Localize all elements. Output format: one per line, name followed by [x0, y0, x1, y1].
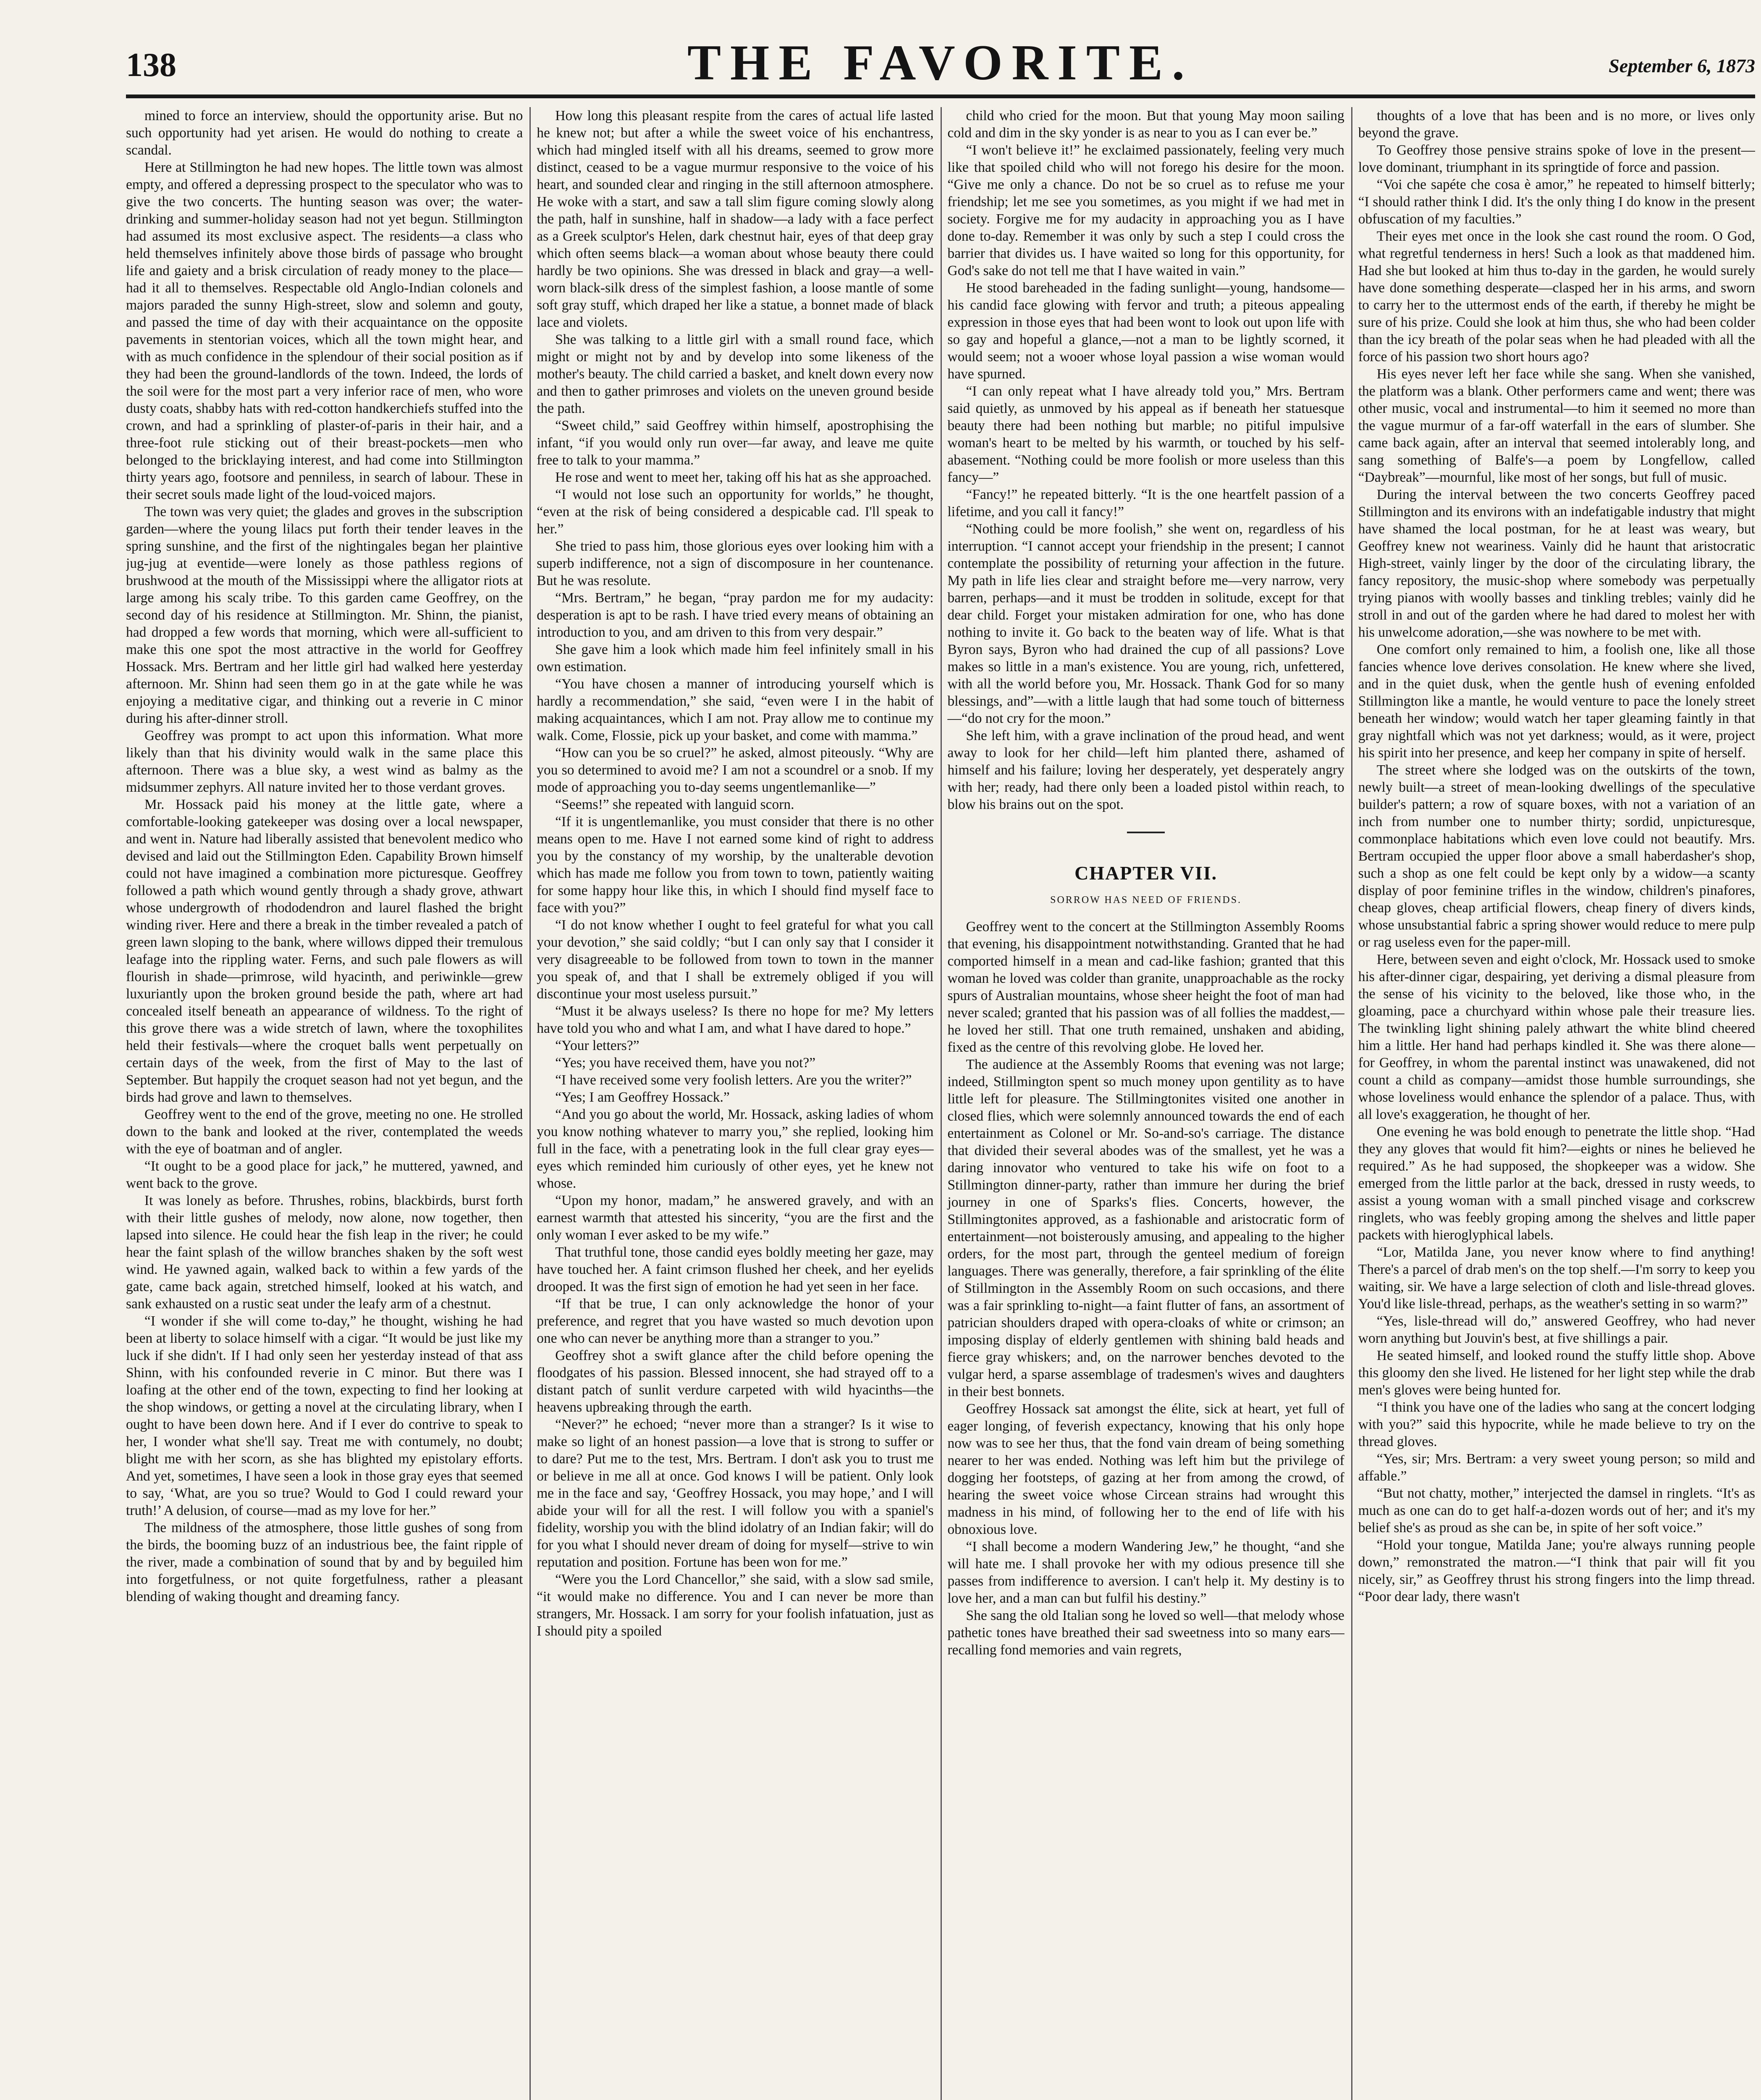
paragraph: child who cried for the moon. But that young May moon sailing cold and dim in the sky yonder is as near to you as I can ever be.”	[947, 108, 1344, 141]
paragraph: “And you go about the world, Mr. Hossack, asking ladies of whom you know nothing whatever to marry you,” she replied, looking him full in the face, with a penetrating look in the full clear gray eyes—eyes which reminded him curiously of other eyes, yet he knew not whose.	[537, 1107, 934, 1191]
article-columns	[126, 107, 1755, 2100]
paragraph: “Lor, Matilda Jane, you never know where to find anything! There's a parcel of drab men's on the top shelf.—I'm sorry to keep you waiting, sir. We have a large selection of cloth and lisle-thread gloves. You'd like lisle-thread, perhaps, as the weather's setting in so warm?”	[1358, 1244, 1755, 1312]
paragraph: Geoffrey went to the end of the grove, meeting no one. He strolled down to the bank and looked at the river, contemplated the weeds with the eye of boatman and of angler.	[126, 1107, 523, 1157]
paragraph: It was lonely as before. Thrushes, robins, blackbirds, burst forth with their little gushes of melody, now alone, now together, then lapsed into silence. He could hear the fish leap in the river; he could hear the faint splash of the willow branches shaken by the soft west wind. He yawned again, walked back to within a few yards of the gate, came back again, stretched himself, looked at his watch, and sank exhausted on a rustic seat under the leafy arm of a chestnut.	[126, 1193, 523, 1312]
paragraph: She sang the old Italian song he loved so well—that melody whose pathetic tones have breathed their sad sweetness into so many ears—recalling fond memories and vain regrets,	[947, 1608, 1344, 1658]
paragraph: She tried to pass him, those glorious eyes over looking him with a superb indifference, not a sign of discomposure in her countenance. But he was resolute.	[537, 538, 934, 588]
paragraph: “Fancy!” he repeated bitterly. “It is the one heartfelt passion of a lifetime, and you call it fancy!”	[947, 487, 1344, 520]
paragraph: “Nothing could be more foolish,” she went on, regardless of his interruption. “I cannot accept your friendship in the present; I cannot contemplate the possibility of returning your affection in the future. My path in life lies clear and straight before me—very narrow, very barren, perhaps—and it must be trodden in solitude, except for that dear child. Forget your mistaken admiration for one, who has done nothing to invite it. Go back to the beaten way of life. What is that Byron says, Byron who had drained the cup of all passions? Love makes so little in a man's existence. You are young, rich, unfettered, with all the world before you, Mr. Hossack. Thank God for so many blessings, and”—with a little laugh that had some touch of bitterness—“do not cry for the moon.”	[947, 521, 1344, 726]
paragraph: mined to force an interview, should the opportunity arise. But no such opportunity had yet arisen. He would do nothing to create a scandal.	[126, 108, 523, 158]
paragraph: “Sweet child,” said Geoffrey within himself, apostrophising the infant, “if you would only run over—far away, and leave me quite free to talk to your mamma.”	[537, 418, 934, 468]
paragraph: “You have chosen a manner of introducing yourself which is hardly a recommendation,” she said, “even were I in the habit of making acquaintances, which I am not. Pray allow me to continue my walk. Come, Flossie, pick up your basket, and come with mamma.”	[537, 676, 934, 743]
column-1	[126, 107, 523, 2100]
paragraph: “Mrs. Bertram,” he began, “pray pardon me for my audacity: desperation is apt to be rash. I have tried every means of obtaining an introduction to you, and am driven to this from very despair.”	[537, 590, 934, 640]
paragraph: “How can you be so cruel?” he asked, almost piteously. “Why are you so determined to avoid me? I am not a scoundrel or a snob. If my mode of approaching you to-day seems ungentlemanlike—”	[537, 745, 934, 795]
paragraph: How long this pleasant respite from the cares of actual life lasted he knew not; but after a while the sweet voice of his enchantress, which had mingled itself with all his dreams, seemed to grow more distinct, ceased to be a vague murmur responsive to the voice of his heart, and sounded clear and ringing in the still afternoon atmosphere. He woke with a start, and saw a tall slim figure coming slowly along the path, half in sunshine, half in shadow—a lady with a face perfect as a Greek sculptor's Helen, dark chestnut hair, eyes of that deep gray which often seems black—a woman about whose beauty there could hardly be two opinions. She was dressed in black and gray—a well-worn black-silk dress of the simplest fashion, a loose mantle of some soft gray stuff, which draped her like a statue, a bonnet made of black lace and violets.	[537, 108, 934, 330]
paragraph: “Yes, sir; Mrs. Bertram: a very sweet young person; so mild and affable.”	[1358, 1451, 1755, 1484]
chapter-title: CHAPTER VII.	[1074, 862, 1218, 884]
chapter-subtitle: SORROW HAS NEED OF FRIENDS.	[1050, 895, 1242, 906]
paragraph: “Your letters?”	[555, 1038, 639, 1053]
paragraph: “But not chatty, mother,” interjected the damsel in ringlets. “It's as much as one can do to get half-a-dozen words out of her; and it's my belief she's as proud as she can be, in spite of her soft voice.”	[1358, 1486, 1755, 1536]
paragraph: She left him, with a grave inclination of the proud head, and went away to look for her child—left him planted there, ashamed of himself and his failure; loving her desperately, yet desperately angry with her; ready, had there only been a loaded pistol within reach, to blow his brains out on the spot.	[947, 728, 1344, 812]
paragraph: His eyes never left her face while she sang. When she vanished, the platform was a blank. Other performers came and went; there was other music, vocal and instrumental—to him it seemed no more than the vague murmur of a far-off waterfall in the ears of slumber. She came back again, after an interval that seemed intolerably long, and sang something of Balfe's—a poem by Longfellow, called “Daybreak”—mournful, like most of her songs, but full of music.	[1358, 366, 1755, 485]
paragraph: “I have received some very foolish letters. Are you the writer?”	[555, 1072, 912, 1088]
paragraph: One comfort only remained to him, a foolish one, like all those fancies whence love derives consolation. He knew where she lived, and in the quiet dusk, when the gentle hush of evening enfolded Stillmington like a mantle, he would venture to pace the lonely street beneath her window; would watch her taper gleaming faintly in that gray nightfall which was not yet darkness; would, as it were, project his spirit into her presence, and keep her company in spite of herself.	[1358, 642, 1755, 761]
paragraph: “I do not know whether I ought to feel grateful for what you call your devotion,” she said coldly; “but I can only say that I consider it very disagreeable to be followed from town to town in the manner you speak of, and that I shall be extremely obliged if you will discontinue your most useless pursuit.”	[537, 917, 934, 1002]
paragraph: He stood bareheaded in the fading sunlight—young, handsome—his candid face glowing with fervor and truth; a piteous appealing expression in those eyes that had been wont to look out upon life with so gay and hopeful a glance,—not a man to be lightly scorned, it would seem; not a wooer whose loyal passion a wise woman would have spurned.	[947, 280, 1344, 382]
paragraph: The mildness of the atmosphere, those little gushes of song from the birds, the booming buzz of an industrious bee, the faint ripple of the river, made a combination of sound that by and by beguiled him into forgetfulness, or not quite forgetfulness, rather a pleasant blending of waking thought and dreaming fancy.	[126, 1520, 523, 1604]
section-divider	[1127, 832, 1165, 833]
paragraph: “Yes; you have received them, have you not?”	[555, 1055, 816, 1071]
paragraph: He rose and went to meet her, taking off his hat as she approached.	[555, 470, 931, 485]
paragraph: “Voi che sapéte che cosa è amor,” he repeated to himself bitterly; “I should rather think I did. It's the only thing I do know in the present obfuscation of my faculties.”	[1358, 177, 1755, 227]
issue-date: September 6, 1873	[1609, 55, 1755, 76]
paragraph: “I can only repeat what I have already told you,” Mrs. Bertram said quietly, as unmoved by his appeal as if beneath her statuesque beauty there had been nothing but marble; no pitiful impulsive woman's heart to be melted by his warmth, or touched by his self-abasement. “Nothing could be more foolish or more useless than this fancy—”	[947, 383, 1344, 485]
column-2	[529, 107, 933, 2100]
paragraph: “Hold your tongue, Matilda Jane; you're always running people down,” remonstrated the matron.—“I think that pair will fit you nicely, sir,” as Geoffrey thrust his strong fingers into the limp thread. “Poor dear lady, there wasn't	[1358, 1537, 1755, 1604]
paragraph: Their eyes met once in the look she cast round the room. O God, what regretful tenderness in hers! Such a look as that maddened him. Had she but looked at him thus to-day in the garden, he would surely have done something desperate—clasped her in his arms, and sworn to carry her to the uttermost ends of the earth, if thereby he might be sure of his prize. Could she look at him thus, she who had been colder than the icy breath of the polar seas when he had pleaded with all the force of his passion two short hours ago?	[1358, 228, 1755, 365]
paragraph: Here, between seven and eight o'clock, Mr. Hossack used to smoke his after-dinner cigar, despairing, yet deriving a dismal pleasure from the sense of his vicinity to the beloved, like those who, in the gloaming, pace a churchyard within whose pale their treasure lies. The twinkling light shining palely athwart the white blind cheered him a little. Her hand had perhaps kindled it. She was there alone—for Geoffrey, in whom the parental instinct was unawakened, did not count a child as company—amidst those humble surroundings, she whose loveliness would enhance the splendor of a palace. Thus, with all love's exaggeration, he thought of her.	[1358, 952, 1755, 1122]
paragraph: “Seems!” she repeated with languid scorn.	[555, 797, 794, 812]
paragraph: Geoffrey went to the concert at the Stillmington Assembly Rooms that evening, his disappointment notwithstanding. Granted that he had comported himself in a mean and cad-like fashion; granted that this woman he loved was colder than granite, unapproachable as the rocky spurs of Australian mountains, whose sheer height the foot of man had never scaled; granted that his passion was of all follies the maddest,—he loved her still. That one truth remained, unshaken and abiding, fixed as the centre of this revolving globe. He loved her.	[947, 919, 1344, 1055]
paragraph: “Were you the Lord Chancellor,” she said, with a slow sad smile, “it would make no difference. You and I can never be more than strangers, Mr. Hossack. I am sorry for your foolish infatuation, just as I should pity a spoiled	[537, 1572, 934, 1639]
paragraph: Geoffrey was prompt to act upon this information. What more likely than that his divinity would walk in the same place this afternoon. There was a blue sky, a west wind as balmy as the midsummer zephyrs. All nature invited her to those verdant groves.	[126, 728, 523, 795]
paragraph: The audience at the Assembly Rooms that evening was not large; indeed, Stillmington spent so much money upon gentility as to have little left for pleasure. The Stillmingtonites visited one another in closed flies, which were solemnly announced towards the end of each entertainment as Colonel or Mr. So-and-so's carriage. The distance that divided their several abodes was of the smallest, yet he was a daring innovator who ventured to take his wife on foot to a Stillmington dinner-party, rather than immure her during the brief journey in one of Sparks's flies. Concerts, however, the Stillmingtonites approved, as a fashionable and aristocratic form of entertainment—not boisterously amusing, and appealing to the higher orders, for the most part, through the genteel medium of foreign languages. There was generally, therefore, a fair sprinkling of the élite of Stillmington in the Assembly Room on such occasions, and there was a fair sprinkling to-night—a faint flutter of fans, an assortment of patrician shoulders draped with opera-cloaks of white or crimson; an imposing display of elderly gentlemen with shining bald heads and fierce gray whiskers; and, on the narrower benches devoted to the vulgar herd, a sparse assemblage of tradesmen's wives and daughters in their best bonnets.	[947, 1057, 1344, 1399]
paragraph: “I won't believe it!” he exclaimed passionately, feeling very much like that spoiled child who will not forego his desire for the moon. “Give me only a chance. Do not be so cruel as to refuse me your friendship; let me see you sometimes, as you might if we had met in society. Forgive me for my audacity in approaching you as I have done to-day. Remember it was only by such a step I could cross the barrier that divides us. I have waited so long for this opportunity, for God's sake do not tell me that I have waited in vain.”	[947, 142, 1344, 278]
paragraph: “I would not lose such an opportunity for worlds,” he thought, “even at the risk of being considered a despicable cad. I'll speak to her.”	[537, 487, 934, 537]
paragraph: Geoffrey shot a swift glance after the child before opening the floodgates of his passion. Blessed innocent, she had strayed off to a distant patch of sunlit verdure carpeted with wild hyacinths—the heavens upbreaking through the earth.	[537, 1348, 934, 1415]
page-number: 138	[126, 47, 176, 84]
column-4	[1351, 107, 1755, 2100]
column-3	[941, 107, 1344, 2100]
paragraph: “Upon my honor, madam,” he answered gravely, and with an earnest warmth that attested his sincerity, “you are the first and the only woman I ever asked to be my wife.”	[537, 1193, 934, 1243]
paragraph: “I shall become a modern Wandering Jew,” he thought, “and she will hate me. I shall provoke her with my odious presence till she passes from indifference to aversion. I can't help it. My destiny is to love her, and a man can but fulfil his destiny.”	[947, 1539, 1344, 1606]
paragraph: The town was very quiet; the glades and groves in the subscription garden—where the young lilacs put forth their tender leaves in the spring sunshine, and the first of the nightingales began her plaintive jug-jug at eventide—were lonely as those pathless regions of brushwood at the mouth of the Mississippi where the alligator riots at large among his scaly tribe. To this garden came Geoffrey, on the second day of his residence at Stillmington. Mr. Shinn, the pianist, had dropped a few words that morning, which were all-sufficient to make this one spot the most attractive in the world for Geoffrey Hossack. Mrs. Bertram and her little girl had walked here yesterday afternoon. Mr. Shinn had seen them go in at the gate while he was enjoying a meditative cigar, and thinking out a reverie in C minor during his after-dinner stroll.	[126, 504, 523, 726]
masthead-title: THE FAVORITE.	[687, 34, 1194, 90]
paragraph: “Yes; I am Geoffrey Hossack.”	[555, 1089, 730, 1105]
paragraph: Mr. Hossack paid his money at the little gate, where a comfortable-looking gatekeeper was dosing over a local newspaper, and went in. Nature had liberally assisted that benevolent medico who devised and laid out the Stillmington Eden. Capability Brown himself could not have imagined a combination more picturesque. Geoffrey followed a path which wound gently through a shady grove, athwart whose undergrowth of rhododendron and laurel flashed the bright winding river. Here and there a break in the timber revealed a patch of green lawn sloping to the bank, where willows dipped their tremulous leafage into the rippling water. Ferns, and such pale flowers as will flourish in shade—primrose, wild hyacinth, and periwinkle—grew luxuriantly upon the broken ground beside the path, where art had concealed itself beneath an appearance of wildness. To the right of this grove there was a wide stretch of lawn, where the toxophilites held their festivals—where the croquet balls went perpetually on certain days of the week, from the first of May to the last of September. But happily the croquet season had not yet begun, and the birds had grove and lawn to themselves.	[126, 797, 523, 1105]
paragraph: He seated himself, and looked round the stuffy little shop. Above this gloomy den she lived. He listened for her light step while the drab men's gloves were being hunted for.	[1358, 1348, 1755, 1398]
paragraph: To Geoffrey those pensive strains spoke of love in the present—love dominant, triumphant in its springtide of force and passion.	[1358, 142, 1755, 175]
paragraph: “Yes, lisle-thread will do,” answered Geoffrey, who had never worn anything but Jouvin's best, at five shillings a pair.	[1358, 1313, 1755, 1346]
paragraph: Geoffrey Hossack sat amongst the élite, sick at heart, yet full of eager longing, of feverish expectancy, knowing that his only hope now was to see her thus, that the fond vain dream of being something nearer to her was ended. Nothing was left him but the privilege of dogging her footsteps, of gazing at her from among the crowd, of hearing the sweet voice whose Circean strains had wrought this madness in his mind, of following her to the end of life with his obnoxious love.	[947, 1401, 1344, 1537]
paragraph: During the interval between the two concerts Geoffrey paced Stillmington and its environs with an indefatigable industry that might have shamed the local postman, for he at least was weary, but Geoffrey knew not weariness. Vainly did he haunt that aristocratic High-street, vainly linger by the door of the circulating library, the fancy repository, the music-shop where somebody was perpetually trying pianos with woolly basses and tinkling trebles; vainly did he stroll in and out of the garden where he had dared to molest her with his unwelcome adoration,—she was nowhere to be met with.	[1358, 487, 1755, 640]
page-header	[126, 29, 1755, 105]
paragraph: One evening he was bold enough to penetrate the little shop. “Had they any gloves that would fit him?—eights or nines he believed he required.” As he had supposed, the shopkeeper was a widow. She emerged from the little parlor at the back, dressed in rusty weeds, to assist a young woman with a small pinched visage and corkscrew ringlets, who was feebly groping among the shelves and little paper packets with hieroglyphical labels.	[1358, 1124, 1755, 1243]
paragraph: thoughts of a love that has been and is no more, or lives only beyond the grave.	[1358, 108, 1755, 141]
paragraph: “I wonder if she will come to-day,” he thought, wishing he had been at liberty to solace himself with a cigar. “It would be just like my luck if she didn't. If I had only seen her yesterday instead of that ass Shinn, with his confounded reverie in C minor. But there was I loafing at the other end of the town, expecting to find her looking at the shop windows, or getting a novel at the circulating library, when I ought to have been down here. And if I ever do contrive to speak to her, I wonder what she'll say. Treat me with contumely, no doubt; blight me with her scorn, as she has blighted my epistolary efforts. And yet, sometimes, I have seen a look in those gray eyes that seemed to say, ‘What, are you so true? Would to God I could reward your truth!’ A delusion, of course—mad as my love for her.”	[126, 1313, 523, 1518]
paragraph: She gave him a look which made him feel infinitely small in his own estimation.	[537, 642, 934, 675]
paragraph: She was talking to a little girl with a small round face, which might or might not by and by develop into some likeness of the mother's beauty. The child carried a basket, and knelt down every now and then to gather primroses and violets on the uneven ground beside the path.	[537, 332, 934, 416]
paragraph: “Must it be always useless? Is there no hope for me? My letters have told you who and what I am, and what I have dared to hope.”	[537, 1003, 934, 1036]
paragraph: Here at Stillmington he had new hopes. The little town was almost empty, and offered a depressing prospect to the speculator who was to give the two concerts. The hunting season was over; the water-drinking and summer-holiday season had not yet begun. Stillmington had assumed its most exclusive aspect. The residents—a class who held themselves infinitely above those birds of passage who brought life and gaiety and a brisk circulation of ready money to the place—had it all to themselves. Respectable old Anglo-Indian colonels and majors paraded the sunny High-street, slow and solemn and gouty, and passed the time of day with their acquaintance on the opposite pavements in stentorian voices, which all the town might hear, and with as much confidence in the splendour of their social position as if they had been the ground-landlords of the town. Indeed, the lords of the soil were for the most part a very inferior race of men, who wore dusty coats, shabby hats with red-cotton handkerchiefs stuffed into the crown, and had a sprinkling of plaster-of-paris in their hair, and a three-foot rule sticking out of their breast-pockets—men who belonged to the bricklaying interest, and had come into Stillmington thirty years ago, footsore and penniless, in search of labour. These in their secret souls made light of the loud-voiced majors.	[126, 160, 523, 502]
chapter-heading	[948, 832, 1344, 909]
paragraph: “It ought to be a good place for jack,” he muttered, yawned, and went back to the grove.	[126, 1158, 523, 1191]
paragraph: “Never?” he echoed; “never more than a stranger? Is it wise to make so light of an honest passion—a love that is strong to suffer or to dare? Put me to the test, Mrs. Bertram. I don't ask you to trust me or believe in me all at once. God knows I will be patient. Only look me in the face and say, ‘Geoffrey Hossack, you may hope,’ and I will abide your will for all the rest. I will follow you with a spaniel's fidelity, worship you with the blind idolatry of an Indian fakir; will do for you what I should never dream of doing for myself—strive to win reputation and position. Fortune has been won for me.”	[537, 1417, 934, 1570]
paragraph: “If that be true, I can only acknowledge the honor of your preference, and regret that you have wasted so much devotion upon one who can never be anything more than a stranger to you.”	[537, 1296, 934, 1346]
paragraph: The street where she lodged was on the outskirts of the town, newly built—a street of mean-looking dwellings of the speculative builder's pattern; a row of square boxes, with not a variation of an inch from number one to number thirty; sordid, unpicturesque, commonplace habitations which even love could not beautify. Mrs. Bertram occupied the upper floor above a small haberdasher's shop, such a shop as one felt could be kept only by a widow—a scanty display of poor feminine trifles in the window, children's pinafores, cheap gloves, cheap artificial flowers, cheap finery of divers kinds, whose unsubstantial fabric a spring shower would reduce to mere pulp or rag useless even for the paper-mill.	[1358, 762, 1755, 950]
header-rule	[126, 94, 1755, 98]
paragraph: That truthful tone, those candid eyes boldly meeting her gaze, may have touched her. A faint crimson flushed her cheek, and her eyelids drooped. It was the first sign of emotion he had yet seen in her face.	[537, 1244, 934, 1294]
paragraph: “If it is ungentlemanlike, you must consider that there is no other means open to me. Have I not earned some kind of right to address you by the constancy of my worship, by the unalterable devotion which has made me follow you from town to town, patiently waiting for some happy hour like this, in which I should find myself face to face with you?”	[537, 814, 934, 916]
paragraph: “I think you have one of the ladies who sang at the concert lodging with you?” said this hypocrite, while he made believe to try on the thread gloves.	[1358, 1399, 1755, 1449]
